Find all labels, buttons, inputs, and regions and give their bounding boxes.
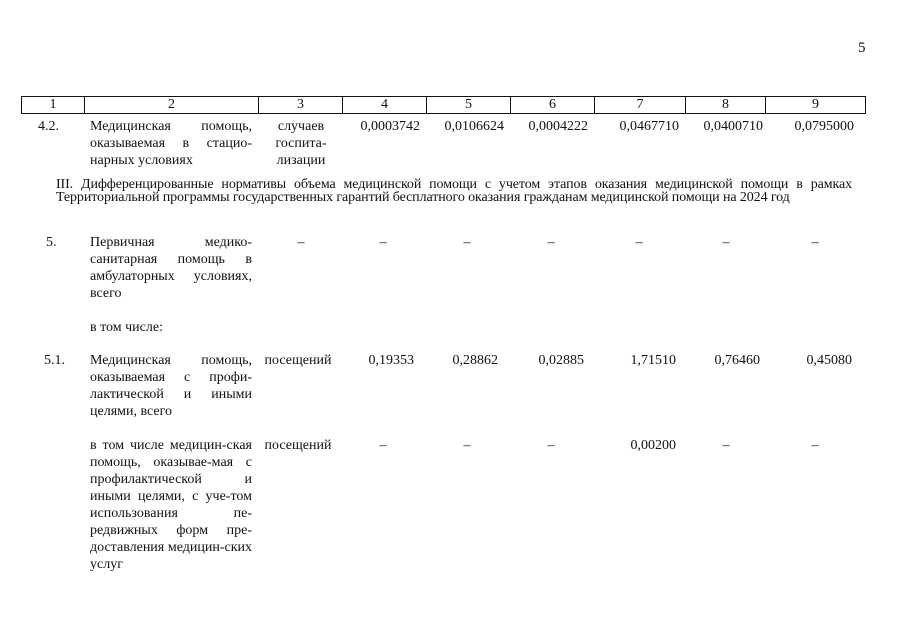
value-col-9: 0,45080 bbox=[806, 353, 852, 368]
header-cell-7: 7 bbox=[595, 97, 686, 114]
row-unit: посещений bbox=[264, 353, 332, 368]
row-description: Медицинская помощь, оказываемая в стацио-нарных условиях bbox=[90, 119, 252, 168]
dash-col-3: – bbox=[297, 235, 305, 250]
row-description: Первичная медико-санитарная помощь в амбулаторных условиях, всего bbox=[90, 235, 252, 301]
dash-col-5: – bbox=[463, 438, 471, 453]
value-col-6: 0,0004222 bbox=[528, 119, 588, 134]
row-description: Медицинская помощь, оказываемая с профи-лактической и иными целями, всего bbox=[90, 353, 252, 419]
header-row bbox=[22, 97, 866, 114]
dash-col-4: – bbox=[379, 235, 387, 250]
row-unit: случаев госпита-лизации bbox=[275, 119, 327, 168]
dash-col-8: – bbox=[722, 438, 730, 453]
value-col-4: 0,0003742 bbox=[360, 119, 420, 134]
value-col-8: 0,76460 bbox=[714, 353, 760, 368]
value-col-9: 0,0795000 bbox=[794, 119, 854, 134]
header-cell-2: 2 bbox=[85, 97, 259, 114]
section-heading: III. Дифференцированные нормативы объема медицинской помощи с учетом этапов оказания медицинской помощи в рамках Территориальной программы государственных гарантий бесплатного оказания гражданам медицинской помощи на 2024 год bbox=[56, 177, 852, 205]
dash-col-6: – bbox=[547, 438, 555, 453]
in-particular-label: в том числе: bbox=[90, 320, 163, 335]
page-number: 5 bbox=[858, 40, 866, 56]
value-col-5: 0,0106624 bbox=[444, 119, 504, 134]
header-cell-4: 4 bbox=[343, 97, 427, 114]
dash-col-5: – bbox=[463, 235, 471, 250]
row-number: 4.2. bbox=[38, 119, 59, 134]
header-cell-9: 9 bbox=[766, 97, 866, 114]
row-number: 5.1. bbox=[44, 353, 65, 368]
value-col-7: 0,0467710 bbox=[619, 119, 679, 134]
value-col-7: 0,00200 bbox=[630, 438, 676, 453]
value-col-4: 0,19353 bbox=[368, 353, 414, 368]
dash-col-7: – bbox=[635, 235, 643, 250]
header-cell-3: 3 bbox=[259, 97, 343, 114]
column-number-header bbox=[21, 96, 866, 114]
dash-col-9: – bbox=[811, 438, 819, 453]
header-cell-5: 5 bbox=[427, 97, 511, 114]
dash-col-4: – bbox=[379, 438, 387, 453]
row-unit: посещений bbox=[264, 438, 332, 453]
header-cell-8: 8 bbox=[686, 97, 766, 114]
header-cell-6: 6 bbox=[511, 97, 595, 114]
dash-col-9: – bbox=[811, 235, 819, 250]
row-description: в том числе медицин-ская помощь, оказывае-мая с профилактической и иными целями, с уче-том использования пе-редвижных форм пре-доставления медицин-ских услуг bbox=[90, 438, 252, 572]
dash-col-8: – bbox=[722, 235, 730, 250]
dash-col-6: – bbox=[547, 235, 555, 250]
value-col-6: 0,02885 bbox=[538, 353, 584, 368]
row-number: 5. bbox=[46, 235, 57, 250]
value-col-7: 1,71510 bbox=[630, 353, 676, 368]
value-col-5: 0,28862 bbox=[452, 353, 498, 368]
header-cell-1: 1 bbox=[22, 97, 85, 114]
value-col-8: 0,0400710 bbox=[703, 119, 763, 134]
